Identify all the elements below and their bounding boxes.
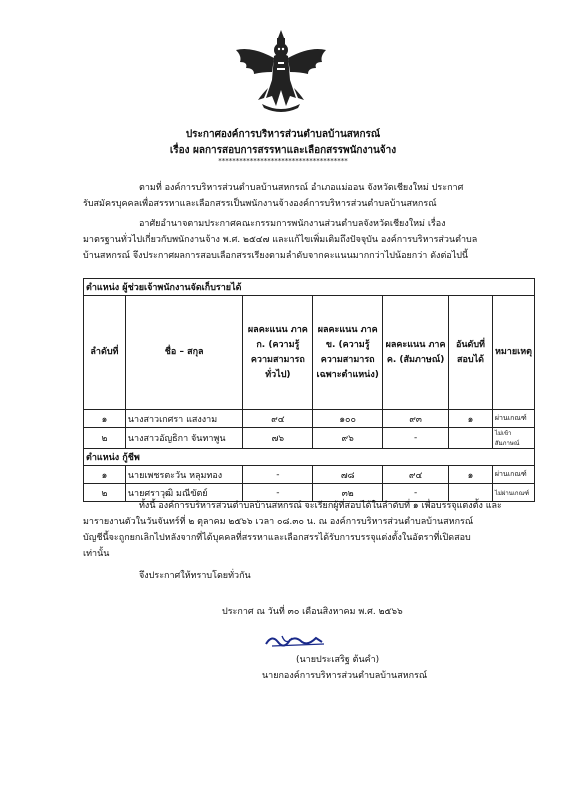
- garuda-emblem-icon: [232, 28, 330, 114]
- cell-score-c: ๙๓: [383, 410, 449, 428]
- table-row: [84, 466, 535, 484]
- announce-text: จึงประกาศให้ทราบโดยทั่วกัน: [139, 571, 251, 581]
- cell-name: นางสาวอัญธิกา จันทาพูน: [125, 428, 243, 449]
- cell-score-b: ๓๒: [313, 484, 383, 502]
- authority-line-2: มาตรฐานทั่วไปเกี่ยวกับพนักงานจ้าง พ.ศ. ๒๕๔๗ และแก้ไขเพิ่มเติมถึงปัจจุบัน องค์การบริหารส่วนตำบล: [83, 235, 478, 245]
- col-header-rank: อันดับที่สอบได้: [449, 296, 493, 410]
- col-header-score-a: ผลคะแนน ภาค ก. (ความรู้ความสามารถทั่วไป): [243, 296, 313, 410]
- cell-order: ๑: [84, 466, 126, 484]
- cell-name: นายเพชรตะวัน หลุมทอง: [125, 466, 243, 484]
- announcement-title: ประกาศองค์การบริหารส่วนตำบลบ้านสหกรณ์: [185, 129, 381, 140]
- cell-score-a: -: [243, 466, 313, 484]
- note-line-1: ทั้งนี้ องค์การบริหารส่วนตำบลบ้านสหกรณ์ จะเรียกผู้ที่สอบได้ในลำดับที่ ๑ เพื่อบรรจุแต่งตั้ง และ: [139, 501, 502, 511]
- col-header-remark: หมายเหตุ: [492, 296, 534, 410]
- announcement-subject: เรื่อง ผลการสอบการสรรหาและเลือกสรรพนักงานจ้าง: [169, 145, 397, 156]
- table-row: [84, 410, 535, 428]
- cell-score-c: ๙๔: [383, 466, 449, 484]
- cell-rank: [449, 428, 493, 449]
- cell-score-a: -: [243, 484, 313, 502]
- cell-remark: ไม่ผ่านเกณฑ์: [492, 484, 534, 502]
- cell-name: นายศราวุฒิ มณีขัตย์: [125, 484, 243, 502]
- cell-score-c: -: [383, 428, 449, 449]
- paragraph-note: [83, 498, 543, 562]
- cell-order: ๒: [84, 484, 126, 502]
- position-header: ตำแหน่ง ผู้ช่วยเจ้าพนักงานจัดเก็บรายได้: [84, 279, 535, 296]
- position-header: ตำแหน่ง กู้ชีพ: [84, 449, 535, 466]
- announce-date: ประกาศ ณ วันที่ ๓๐ เดือนสิงหาคม พ.ศ. ๒๕๖๖: [222, 607, 403, 617]
- cell-name: นางสาวเกศรา แสงงาม: [125, 410, 243, 428]
- cell-score-b: ๙๖: [313, 428, 383, 449]
- cell-score-a: ๗๖: [243, 428, 313, 449]
- cell-remark: ผ่านเกณฑ์: [492, 410, 534, 428]
- note-line-4: เท่านั้น: [83, 549, 110, 559]
- cell-remark: ไม่เข้าสัมภาษณ์: [492, 428, 534, 449]
- paragraph-intro: [83, 180, 543, 212]
- paragraph-authority: [83, 216, 543, 264]
- note-line-3: บัญชีนี้จะถูกยกเลิกไปหลังจากที่ได้บุคคลที่สรรหาและเลือกสรรได้รับการบรรจุแต่งตั้งในอัตราที่เปิดสอบ: [83, 533, 471, 543]
- cell-score-a: ๙๔: [243, 410, 313, 428]
- cell-rank: ๑: [449, 466, 493, 484]
- cell-score-c: -: [383, 484, 449, 502]
- intro-line-2: รับสมัครบุคคลเพื่อสรรหาและเลือกสรรเป็นพนักงานจ้างองค์การบริหารส่วนตำบลบ้านสหกรณ์: [83, 199, 437, 209]
- cell-remark: ผ่านเกณฑ์: [492, 466, 534, 484]
- signature-icon: [262, 632, 342, 652]
- table-row: [84, 428, 535, 449]
- authority-line-1: อาศัยอำนาจตามประกาศคณะกรรมการพนักงานส่วนตำบลจังหวัดเชียงใหม่ เรื่อง: [139, 219, 446, 229]
- note-line-2: มารายงานตัวในวันจันทร์ที่ ๒ ตุลาคม ๒๕๖๖ เวลา ๐๘.๓๐ น. ณ องค์การบริหารส่วนตำบลบ้านสหกรณ์: [83, 517, 474, 527]
- col-header-score-c: ผลคะแนน ภาค ค. (สัมภาษณ์): [383, 296, 449, 410]
- authority-line-3: บ้านสหกรณ์ จึงประกาศผลการสอบเลือกสรรเรียงตามลำดับจากคะแนนมากกว่าไปน้อยกว่า ดังต่อไปนี้: [83, 251, 469, 261]
- cell-rank: ๑: [449, 410, 493, 428]
- cell-order: ๒: [84, 428, 126, 449]
- results-table: [83, 278, 535, 502]
- col-header-name: ชื่อ – สกุล: [125, 296, 243, 410]
- separator-stars: *************************************: [218, 157, 348, 165]
- cell-score-b: ๗๘: [313, 466, 383, 484]
- cell-score-b: ๑๐๐: [313, 410, 383, 428]
- col-header-score-b: ผลคะแนน ภาค ข. (ความรู้ความสามารถเฉพาะตำแหน่ง): [313, 296, 383, 410]
- intro-line-1: ตามที่ องค์การบริหารส่วนตำบลบ้านสหกรณ์ อำเภอแม่ออน จังหวัดเชียงใหม่ ประกาศ: [139, 183, 464, 193]
- cell-order: ๑: [84, 410, 126, 428]
- col-header-order: ลำดับที่: [84, 296, 126, 410]
- signer-name: (นายประเสริฐ ต้นคำ): [296, 655, 380, 665]
- signer-title: นายกองค์การบริหารส่วนตำบลบ้านสหกรณ์: [262, 671, 428, 681]
